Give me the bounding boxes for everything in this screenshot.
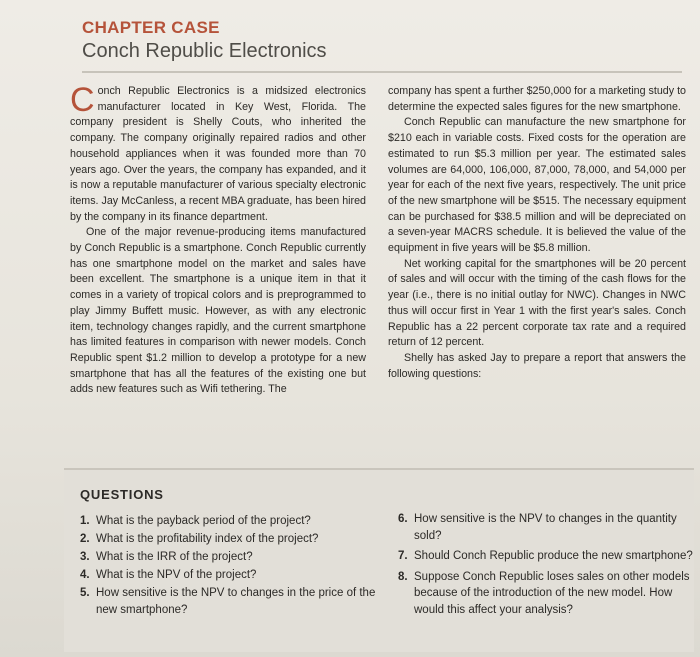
paragraph-intro (70, 81, 366, 225)
question-text: Suppose Conch Republic loses sales on other models because of the introduction of the new model. How would this affect your analysis? (414, 570, 690, 616)
question-text: What is the payback period of the project? (96, 515, 311, 527)
question-number: 5. (80, 587, 90, 599)
question-item (80, 567, 380, 584)
chapter-label: CHAPTER CASE (82, 18, 220, 37)
question-number: 8. (398, 570, 408, 583)
question-number: 3. (80, 551, 90, 563)
question-number: 6. (398, 513, 408, 525)
question-text: What is the IRR of the project? (96, 551, 253, 563)
drop-cap: C (70, 81, 95, 119)
paragraph-costs: Conch Republic can manufacture the new smartphone for $210 each in variable costs. Fixed costs for the operation are estimated to run $5.3 million per year. The estimated sales volumes are 64,000, 106,000, 87,000, 78,000, and 54,000 per year for each of the next five years, respectively. The unit price of the new smartphone will be $515. The necessary equipment can be purchased for $38.5 million and will be depreciated on a seven-year MACRS schedule. It is believed the value of the equipment in five years will be $5.8 million. (388, 116, 686, 255)
question-text: How sensitive is the NPV to changes in the quantity sold? (414, 513, 677, 542)
case-title: Conch Republic Electronics (82, 40, 327, 62)
question-text: Should Conch Republic produce the new smartphone? (414, 550, 693, 562)
question-number: 7. (398, 550, 408, 562)
paragraph-marketing: company has spent a further $250,000 for a marketing study to determine the expected sales figures for the new smartphone. (388, 85, 686, 113)
question-item (80, 549, 380, 566)
question-item (398, 511, 693, 544)
question-number: 2. (80, 533, 90, 545)
questions-list-right (398, 511, 693, 622)
question-item (398, 569, 693, 619)
questions-heading: QUESTIONS (80, 487, 164, 502)
paragraph-smartphone: One of the major revenue-producing items manufactured by Conch Republic is a smartphone. Conch Republic currently has one smartphone model on the market and sales have been excellent. The smartphone is a unique item in that it comes in a variety of tropical colors and is preprogrammed to play Jimmy Buffett music. However, as with any electronic item, technology changes rapidly, and the current smartphone has limited features in comparison with newer models. Conch Republic spent $1.2 million to develop a prototype for a new smartphone that has all the features of the existing one but adds new features such as Wifi tethering. The (70, 226, 366, 396)
question-text: What is the profitability index of the project? (96, 533, 319, 545)
question-item (398, 548, 693, 565)
right-text-column (388, 84, 686, 382)
question-number: 1. (80, 515, 90, 527)
question-number: 4. (80, 569, 90, 581)
left-text-column (70, 81, 366, 398)
question-item (80, 513, 380, 530)
question-text: How sensitive is the NPV to changes in the price of the new smartphone? (96, 587, 376, 616)
questions-list-left (80, 513, 380, 620)
question-item (80, 531, 380, 548)
question-item (80, 585, 380, 618)
paragraph-intro-text: onch Republic Electronics is a midsized electronics manufacturer located in Key West, Florida. The company president is Shelly Couts, who inherited the company. The company originally repaired radios and other household appliances when it was founded more than 70 years ago. Over the years, the company has expanded, and it is now a reputable manufacturer of various specialty electronic items. Jay McCanless, a recent MBA graduate, has been hired by the company in its finance department. (70, 85, 366, 223)
paragraph-nwc: Net working capital for the smartphones will be 20 percent of sales and will occur with the timing of the cash flows for the year (i.e., there is no initial outlay for NWC). Changes in NWC thus will occur first in Year 1 with the first year's sales. Conch Republic has a 22 percent corporate tax rate and a required return of 12 percent. (388, 257, 686, 349)
title-divider (82, 71, 682, 73)
question-text: What is the NPV of the project? (96, 569, 257, 581)
paragraph-report: Shelly has asked Jay to prepare a report that answers the following questions: (388, 351, 686, 380)
